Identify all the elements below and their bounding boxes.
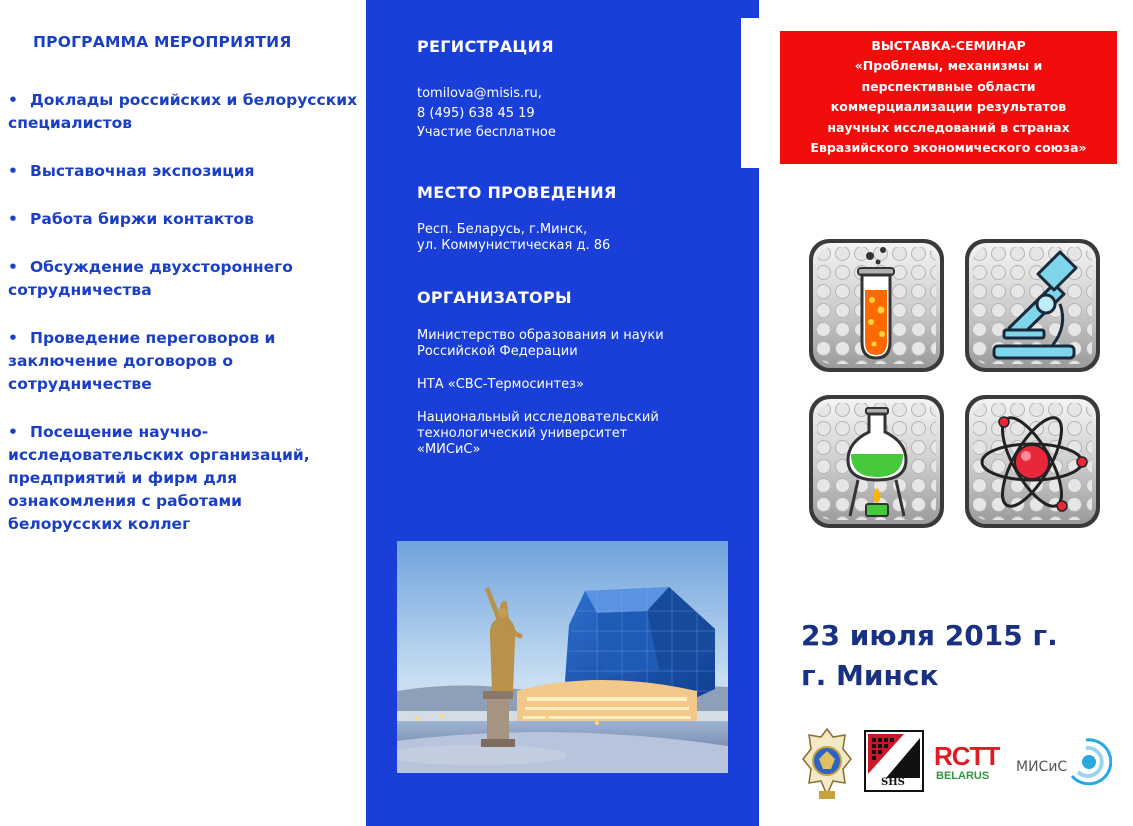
list-item	[8, 208, 360, 231]
shs-logo	[864, 730, 924, 792]
registration-phone: 8 (495) 638 45 19	[417, 106, 535, 121]
rctt-logo-bottom: BELARUS	[936, 770, 990, 782]
bullet: •	[8, 91, 18, 109]
bullet: •	[8, 329, 18, 347]
program-item-text: Проведение переговоров и заключение договоров о сотрудничестве	[8, 329, 276, 393]
rctt-logo-top: RCTT	[934, 741, 1000, 771]
program-item-text: Выставочная экспозиция	[30, 162, 255, 180]
misis-logo-text: МИСиС	[1016, 759, 1068, 775]
org3-line1: Национальный исследовательский	[417, 410, 659, 425]
panel-notch	[741, 18, 759, 168]
banner-line: «Проблемы, механизмы и	[854, 58, 1043, 74]
program-item-text: Посещение научно-исследовательских организаций, предприятий и фирм для ознакомления с работами белорусских коллег	[8, 423, 310, 533]
registration-heading: РЕГИСТРАЦИЯ	[417, 37, 554, 56]
event-date: 23 июля 2015 г.	[801, 619, 1058, 652]
event-banner	[780, 31, 1117, 164]
banner-line: научных исследований в странах	[827, 119, 1070, 135]
program-list	[8, 89, 360, 561]
bullet: •	[8, 258, 18, 276]
banner-line: перспективные области	[861, 78, 1036, 94]
misis-logo	[1016, 734, 1112, 790]
bullet: •	[8, 210, 18, 228]
banner-line: ВЫСТАВКА-СЕМИНАР	[871, 38, 1026, 53]
program-panel	[0, 0, 365, 826]
program-title: ПРОГРАММА МЕРОПРИЯТИЯ	[33, 33, 292, 51]
list-item	[8, 421, 360, 536]
shs-logo-text: SHS	[881, 777, 905, 788]
banner-line: коммерциализации результатов	[830, 99, 1067, 115]
registration-email[interactable]: tomilova@misis.ru,	[417, 86, 542, 101]
registration-note: Участие бесплатное	[417, 125, 556, 140]
list-item	[8, 89, 360, 135]
event-city: г. Минск	[801, 659, 939, 692]
bullet: •	[8, 423, 18, 441]
banner-line: Евразийского экономического союза»	[810, 140, 1087, 156]
microscope-icon	[964, 238, 1101, 373]
list-item	[8, 256, 360, 302]
list-item	[8, 160, 360, 183]
info-panel	[366, 0, 759, 826]
venue-line1: Респ. Беларусь, г.Минск,	[417, 222, 588, 237]
bullet: •	[8, 162, 18, 180]
org2: НТА «СВС-Термосинтез»	[417, 377, 584, 392]
atom-icon	[964, 394, 1101, 529]
program-item-text: Работа биржи контактов	[30, 210, 254, 228]
venue-line2: ул. Коммунистическая д. 86	[417, 238, 611, 253]
venue-heading: МЕСТО ПРОВЕДЕНИЯ	[417, 183, 617, 202]
rctt-logo	[934, 742, 1008, 786]
program-item-text: Доклады российских и белорусских специалистов	[8, 91, 358, 132]
minsk-library-photo	[397, 541, 728, 773]
test-tube-icon	[808, 238, 945, 373]
list-item	[8, 327, 360, 396]
org1-line2: Российской Федерации	[417, 344, 578, 359]
ministry-emblem-logo	[799, 725, 855, 803]
organizers-heading: ОРГАНИЗАТОРЫ	[417, 288, 572, 307]
org3-line2: технологический университет	[417, 426, 628, 441]
flask-burner-icon	[808, 394, 945, 529]
org3-line3: «МИСиС»	[417, 442, 481, 457]
event-date-block	[801, 616, 1058, 696]
org1-line1: Министерство образования и науки	[417, 328, 664, 343]
program-item-text: Обсуждение двухстороннего сотрудничества	[8, 258, 293, 299]
